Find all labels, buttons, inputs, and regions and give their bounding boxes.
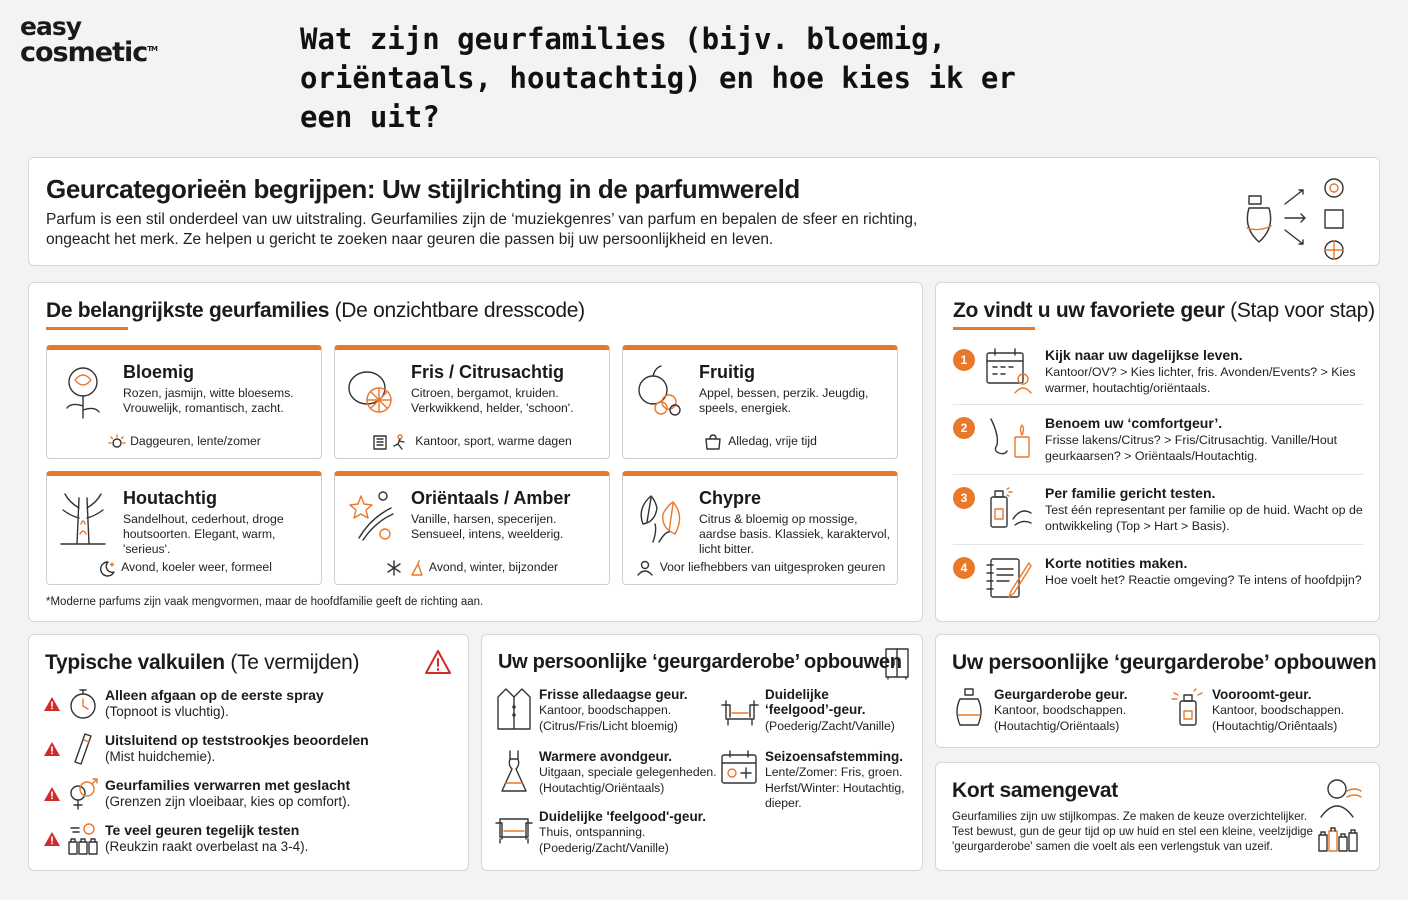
armchair-icon [720, 687, 760, 733]
nose-candle-icon [985, 415, 1035, 463]
spray-bottle-icon [1170, 687, 1206, 729]
calendar-icon [985, 347, 1035, 395]
step-title: Korte notities maken. [1045, 555, 1188, 571]
person-bottles-icon [1315, 777, 1365, 857]
family-card-houtachtig [46, 471, 322, 585]
spice-icon [345, 488, 397, 546]
step-number: 2 [953, 417, 975, 439]
family-desc: Citroen, bergamot, kruiden. Verkwikkend, helder, 'schoon'. [411, 386, 574, 415]
occasion-text: Daggeuren, lente/zomer [130, 434, 261, 449]
steps-heading-light: (Stap voor stap) [1224, 299, 1375, 322]
bag-icon [703, 434, 725, 450]
steps-heading-bold: Zo vindt u uw favoriete geur [953, 299, 1225, 322]
step-desc: Test één representant per familie op de huid. Wacht op de ontwikkeling (Top > Hart > Basis). [1045, 503, 1363, 533]
wardrobe2-heading: Uw persoonlijke ‘geurgarderobe’ opbouwen [952, 651, 1377, 674]
occasion-text: Avond, winter, bijzonder [428, 560, 559, 575]
families-footnote: *Moderne parfums zijn vaak mengvormen, maar de hoofdfamilie geeft de richting aan. [46, 596, 484, 608]
wardrobe-card [481, 634, 923, 871]
wardrobe-item [494, 749, 717, 809]
wardrobe2-item [1170, 687, 1380, 737]
wardrobe-heading: Uw persoonlijke ‘geurgarderobe’ opbouwen [498, 651, 902, 673]
wardrobe-item-desc: Uitgaan, speciale gelegenheden. (Houtachtig/Oriëntaals) [539, 765, 717, 795]
pitfall-title: Uitsluitend op teststrookjes beoordelen [105, 732, 369, 748]
heading-underline [953, 327, 1035, 330]
heading-underline [46, 327, 128, 330]
step-desc: Frisse lakens/Citrus? > Fris/Citrusachtig. Vanille/Hout geurkaarsen? > Oriëntaals/Houtachtig. [1045, 433, 1338, 463]
leaves-icon [633, 488, 685, 546]
wardrobe2-item [952, 687, 1162, 737]
step-title: Per familie gericht testen. [1045, 485, 1216, 501]
snow-candle-icon [386, 560, 426, 576]
summary-heading: Kort samengevat [952, 779, 1118, 802]
tree-icon [57, 488, 109, 546]
person-icon [635, 560, 657, 576]
pitfalls-heading-light: (Te vermijden) [224, 651, 360, 674]
summary-card [935, 762, 1380, 871]
page-title: Wat zijn geurfamilies (bijv. bloemig, oriëntaals, houtachtig) en hoe kies ik er een uit? [300, 22, 1016, 134]
families-heading [46, 299, 585, 323]
pitfalls-heading-bold: Typische valkuilen [45, 651, 225, 674]
fruit-icon [633, 362, 685, 420]
family-occasion [623, 560, 897, 576]
pitfall-item [43, 822, 453, 862]
wardrobe-item-desc: (Poederig/Zacht/Vanille) [765, 719, 895, 733]
summary-text: Geurfamilies zijn uw stijlkompas. Ze maken de keuze overzichtelijker. Test bewust, gun de geur tijd op uw huid en stel een kleine, veelzijdige 'geurgarderobe' samen die voelt als een verlengstuk van uzeif. [952, 810, 1313, 853]
intro-text: Parfum is een stil onderdeel van uw uitstraling. Geurfamilies zijn de ‘muziekgenres’ van parfum en bepalen de sfeer en richting, ongeacht het merk. Ze helpen u gericht te zoeken naar geuren die passen bij uw persoonlijkheid en leven. [46, 211, 918, 248]
pitfall-title: Te veel geuren tegelijk testen [105, 822, 300, 838]
wardrobe-item-title: Frisse alledaagse geur. [539, 687, 688, 702]
divider [953, 404, 1363, 405]
family-card-chypre [622, 471, 898, 585]
season-calendar-icon [720, 749, 760, 795]
rose-icon [57, 362, 109, 420]
sun-icon [107, 434, 127, 450]
family-name: Fris / Citrusachtig [411, 362, 565, 382]
gender-icon [67, 777, 99, 811]
logo-tm: TM [147, 45, 157, 53]
pitfall-desc: (Mist huidchemie). [105, 749, 216, 764]
step-item [953, 347, 1363, 409]
wardrobe-item [494, 809, 714, 869]
logo-line2: cosmetic [20, 37, 148, 68]
dress-icon [494, 749, 534, 795]
pitfall-title: Alleen afgaan op de eerste spray [105, 687, 324, 703]
pitfall-desc: (Grenzen zijn vloeibaar, kies op comfort). [105, 794, 351, 809]
family-card-orientaals [334, 471, 610, 585]
wardrobe-item-desc: Thuis, ontspanning. (Poederig/Zacht/Vanille) [539, 825, 669, 855]
step-title: Benoem uw ‘comfortgeur’. [1045, 415, 1223, 431]
family-name: Oriëntaals / Amber [411, 488, 571, 508]
family-card-fris [334, 345, 610, 459]
step-desc: Kantoor/OV? > Kies lichter, fris. Avonden/Events? > Kies warmer, houtachtig/oriëntaals. [1045, 365, 1356, 395]
pitfall-item [43, 687, 453, 727]
warning-icon [424, 649, 452, 675]
office-sport-icon [372, 434, 412, 450]
family-name: Chypre [699, 488, 762, 508]
family-desc: Sandelhout, cederhout, droge houtsoorten. Elegant, warm, 'serieus'. [123, 512, 284, 556]
citrus-icon [345, 362, 397, 420]
occasion-text: Voor liefhebbers van uitgesproken geuren [659, 560, 886, 575]
pitfall-item [43, 732, 453, 772]
pitfall-item [43, 777, 453, 817]
family-occasion [335, 560, 609, 576]
pitfall-desc: (Reukzin raakt overbelast na 3-4). [105, 839, 309, 854]
wardrobe-item-title: Seizoensafstemming. [765, 749, 904, 764]
wardrobe-icon [884, 647, 910, 679]
families-card [28, 282, 923, 622]
family-occasion [623, 434, 897, 450]
pitfalls-heading [45, 651, 359, 675]
steps-heading [953, 299, 1375, 323]
family-name: Fruitig [699, 362, 755, 382]
family-card-fruitig [622, 345, 898, 459]
step-item [953, 485, 1363, 547]
shirt-icon [494, 687, 534, 733]
perfume-bottle-icon [952, 687, 988, 729]
wardrobe-item-title: Duidelijke ‘feelgood’-geur. [765, 687, 866, 717]
wardrobe-item [720, 687, 940, 747]
family-occasion [47, 560, 321, 576]
divider [953, 544, 1363, 545]
step-number: 4 [953, 557, 975, 579]
family-name: Houtachtig [123, 488, 217, 508]
family-desc: Rozen, jasmijn, witte bloesems. Vrouwelijk, romantisch, zacht. [123, 386, 294, 415]
pitfall-title: Geurfamilies verwarren met geslacht [105, 777, 351, 793]
intro-heading: Geurcategorieën begrijpen: Uw stijlrichting in de parfumwereld [46, 174, 800, 204]
warning-icon [43, 741, 61, 757]
wardrobe2-item-title: Geurgarderobe geur. [994, 687, 1128, 702]
step-number: 1 [953, 349, 975, 371]
warning-icon [43, 786, 61, 802]
wardrobe2-item-desc: Kantoor, boodschappen. (Houtachtig/Oriëntaals) [994, 703, 1127, 733]
step-desc: Hoe voelt het? Reactie omgeving? Te intens of hoofdpijn? [1045, 573, 1362, 587]
perfume-bottle-icon [1239, 168, 1349, 258]
wardrobe2-item-desc: Kantoor, boodschappen. (Houtachtig/Oriêntaals) [1212, 703, 1345, 733]
pitfall-desc: (Topnoot is vluchtig). [105, 704, 229, 719]
wardrobe-item-title: Duidelijke 'feelgood'-geur. [539, 809, 706, 824]
stopwatch-icon [67, 687, 99, 721]
warning-icon [43, 831, 61, 847]
family-occasion [335, 434, 609, 450]
warning-icon [43, 696, 61, 712]
wardrobe-item-desc: Kantoor, boodschappen. (Citrus/Fris/Licht bloemig) [539, 703, 678, 733]
wardrobe-item [720, 749, 940, 809]
wardrobe-item-title: Warmere avondgeur. [539, 749, 673, 764]
moon-icon [96, 560, 118, 576]
notebook-icon [985, 555, 1035, 603]
wardrobe2-item-title: Vooroomt-geur. [1212, 687, 1312, 702]
family-card-bloemig [46, 345, 322, 459]
families-heading-bold: De belangrijkste geurfamilies [46, 299, 330, 322]
step-title: Kijk naar uw dagelijkse leven. [1045, 347, 1243, 363]
family-desc: Appel, bessen, perzik. Jeugdig, speels, energiek. [699, 386, 869, 415]
occasion-text: Avond, koeler weer, formeel [121, 560, 272, 575]
many-bottles-icon [67, 822, 99, 856]
occasion-text: Kantoor, sport, warme dagen [415, 434, 572, 449]
logo-line1: easy [20, 12, 82, 41]
divider [953, 474, 1363, 475]
wardrobe-item [494, 687, 714, 747]
steps-card [935, 282, 1380, 622]
spray-test-icon [985, 485, 1035, 533]
step-item [953, 555, 1363, 617]
occasion-text: Alledag, vrije tijd [728, 434, 817, 449]
family-desc: Citrus & bloemig op mossige, aardse basis. Klassiek, karaktervol, licht bitter. [699, 512, 891, 556]
families-heading-light: (De onzichtbare dresscode) [329, 299, 585, 322]
pitfalls-card [28, 634, 469, 871]
intro-card [28, 157, 1380, 266]
step-number: 3 [953, 487, 975, 509]
family-occasion [47, 434, 321, 450]
sofa-icon [494, 809, 534, 855]
step-item [953, 415, 1363, 477]
test-strip-icon [67, 732, 99, 766]
wardrobe2-card [935, 634, 1380, 748]
brand-logo [20, 12, 157, 68]
family-name: Bloemig [123, 362, 195, 382]
wardrobe-item-desc: Lente/Zomer: Fris, groen. Herfst/Winter: Houtachtig, dieper. [765, 765, 905, 810]
family-desc: Vanille, harsen, specerijen. Sensueel, intens, weelderig. [411, 512, 564, 541]
